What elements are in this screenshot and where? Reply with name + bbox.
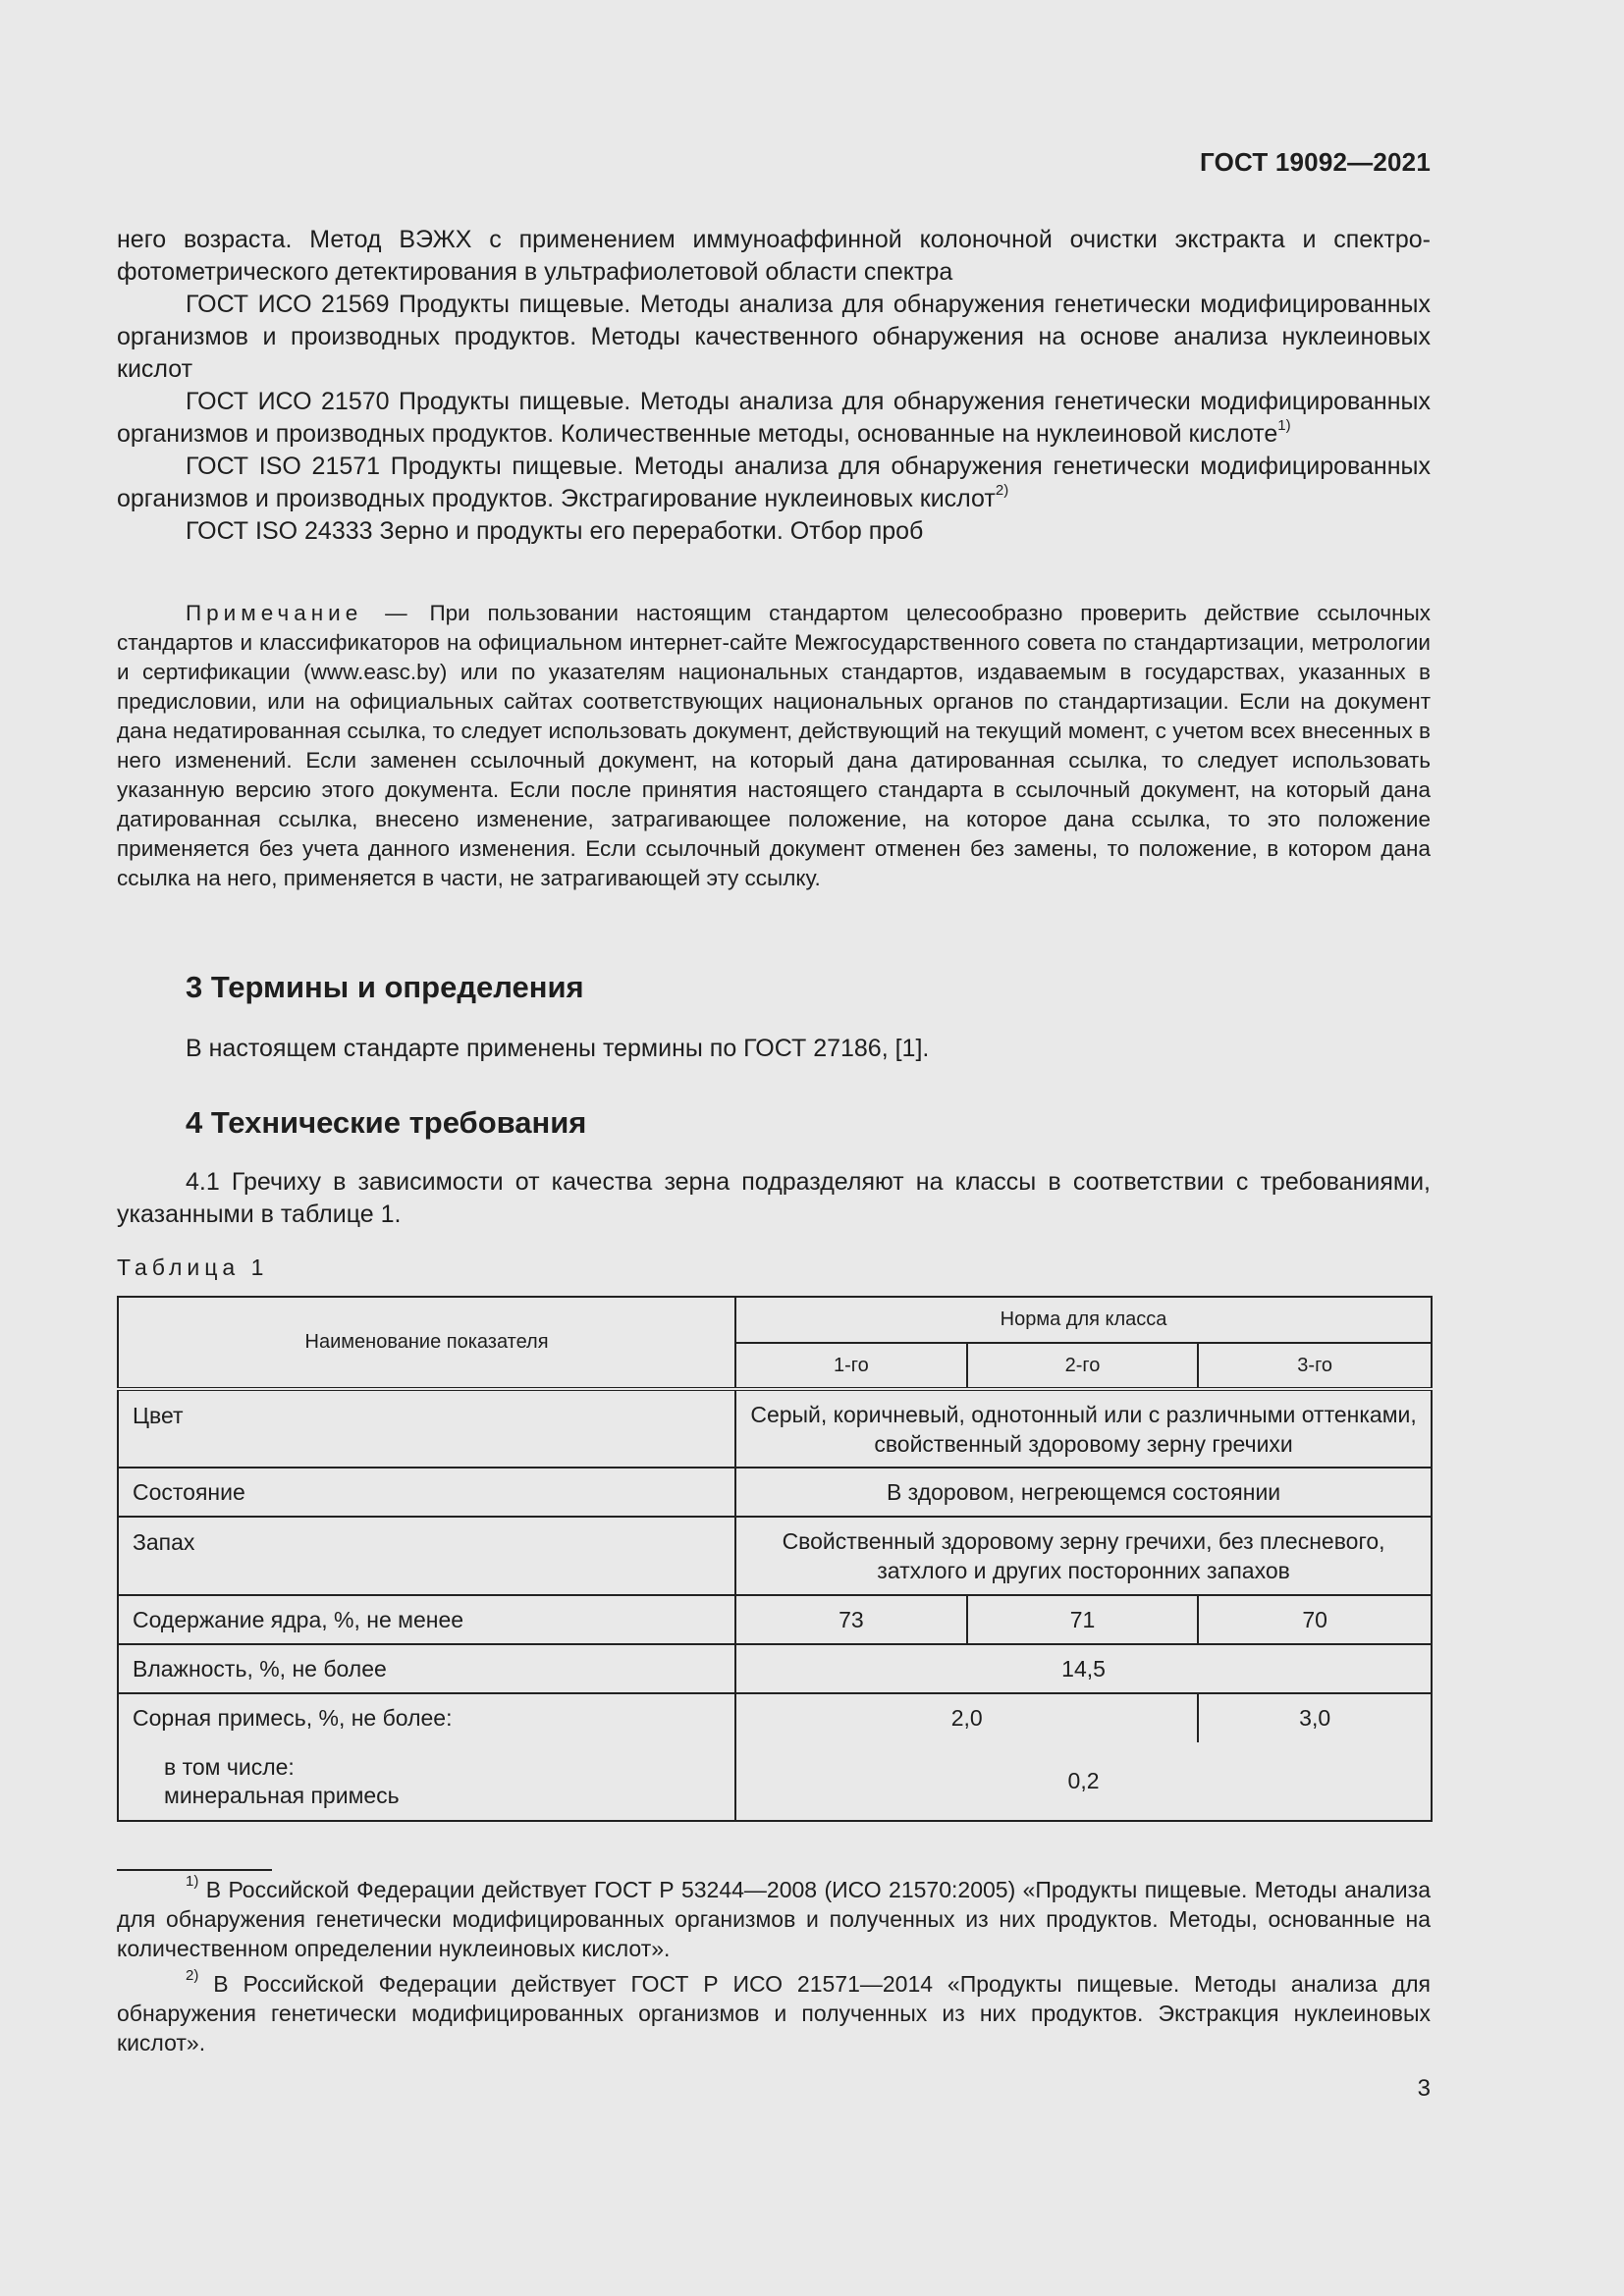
references-block	[117, 224, 1431, 548]
row-value: 14,5	[735, 1644, 1432, 1693]
table-row	[118, 1742, 1432, 1821]
row-value: 70	[1198, 1595, 1432, 1644]
footnotes-block	[117, 1875, 1431, 2057]
footnote-mark: 2)	[186, 1967, 199, 1984]
footnote-mark: 2)	[995, 482, 1009, 499]
incl-label: в том числе:	[164, 1753, 295, 1780]
row-name: Состояние	[118, 1468, 735, 1517]
reference-text: ГОСТ ИСО 21570 Продукты пищевые. Методы анализа для обнаружения генетически модифицированных организмов и производных продуктов. Количественные методы, основанные на нуклеиновой кислоте	[117, 388, 1431, 448]
row-name: Цвет	[118, 1389, 735, 1468]
header-indicator: Наименование показателя	[118, 1297, 735, 1389]
row-value: В здоровом, негреющемся состоянии	[735, 1468, 1432, 1517]
table-header-row	[118, 1297, 1432, 1343]
row-value: 73	[735, 1595, 967, 1644]
footnote	[117, 1875, 1431, 1963]
note-label: Примечание —	[186, 601, 412, 625]
header-class: 2-го	[967, 1343, 1199, 1389]
row-value: 0,2	[735, 1742, 1432, 1821]
section-text: 4.1 Гречиху в зависимости от качества зерна подразделяют на классы в соответствии с требованиями, указанными в таблице 1.	[117, 1168, 1431, 1228]
mineral-label: минеральная примесь	[164, 1782, 400, 1808]
table-row	[118, 1517, 1432, 1595]
reference-item: ГОСТ ISO 24333 Зерно и продукты его переработки. Отбор проб	[186, 517, 924, 545]
row-name: Влажность, %, не более	[118, 1644, 735, 1693]
reference-continuation: него возраста. Метод ВЭЖХ с применением иммуноаффинной колоночной очистки экстракта и спектрофотометрического детектирования в ультрафиолетовой области спектра	[117, 226, 1431, 286]
standard-code-header: ГОСТ 19092—2021	[1200, 147, 1431, 177]
footnote-text: В Российской Федерации действует ГОСТ Р 53244—2008 (ИСО 21570:2005) «Продукты пищевые. Методы анализа для обнаружения генетически модифицированных организмов и полученных из них продуктов. Методы, основанные на количественном определении нуклеиновых кислот».	[117, 1877, 1431, 1961]
section-4-body	[117, 1166, 1431, 1231]
note-text: При пользовании настоящим стандартом целесообразно проверить действие ссылочных стандартов и классификаторов на официальном интернет-сайте Межгосударственного совета по стандартизации, метрологии и сертификации (www.easc.by) или по указателям национальных стандартов, издаваемым в государствах, указанных в предисловии, или на официальных сайтах соответствующих национальных органов по стандартизации. Если на документ дана недатированная ссылка, то следует использовать документ, действующий на текущий момент, с учетом всех внесенных в него изменений. Если заменен ссылочный документ, на который дана датированная ссылка, то следует использовать указанную версию этого документа. Если после принятия настоящего стандарта в ссылочный документ, на который дана датированная ссылка, внесено изменение, затрагивающее положение, на которое дана ссылка, то это положение применяется без учета данного изменения. Если ссылочный документ отменен без замены, то положение, в котором дана ссылка на него, применяется в части, не затрагивающей эту ссылку.	[117, 601, 1431, 890]
page-number: 3	[1417, 2075, 1431, 2102]
table-row	[118, 1389, 1432, 1468]
section-3	[117, 970, 1431, 1005]
row-name: Сорная примесь, %, не более:	[118, 1693, 735, 1742]
header-norm: Норма для класса	[735, 1297, 1432, 1343]
row-name: Запах	[118, 1517, 735, 1595]
footnote-mark: 1)	[1277, 417, 1291, 434]
note-block	[117, 599, 1431, 893]
section-title: 3 Термины и определения	[186, 970, 584, 1004]
table-row	[118, 1644, 1432, 1693]
row-name: Содержание ядра, %, не менее	[118, 1595, 735, 1644]
reference-item	[117, 386, 1431, 451]
table-caption-block	[117, 1255, 1431, 1281]
footnote-text: В Российской Федерации действует ГОСТ Р ИСО 21571—2014 «Продукты пищевые. Методы анализа для обнаружения генетически модифицированных организмов и полученных из них продуктов. Экстракция нуклеиновых кислот».	[117, 1971, 1432, 2056]
requirements-table	[117, 1296, 1433, 1822]
note-paragraph	[117, 599, 1431, 893]
footnote	[117, 1969, 1431, 2057]
row-value: Свойственный здоровому зерну гречихи, без плесневого, затхлого и других посторонних запахов	[735, 1517, 1432, 1595]
row-value: 2,0	[735, 1693, 1198, 1742]
footnote-mark: 1)	[186, 1873, 199, 1890]
section-3-body	[117, 1033, 1431, 1065]
row-name	[118, 1742, 735, 1821]
reference-item	[117, 451, 1431, 515]
section-4	[117, 1105, 1431, 1141]
row-value: 71	[967, 1595, 1199, 1644]
header-class: 1-го	[735, 1343, 967, 1389]
row-value: 3,0	[1198, 1693, 1432, 1742]
table-row	[118, 1595, 1432, 1644]
header-class: 3-го	[1198, 1343, 1432, 1389]
table-caption: Таблица 1	[117, 1255, 269, 1280]
footnote-separator	[117, 1869, 272, 1871]
section-title: 4 Технические требования	[186, 1105, 587, 1140]
reference-text: ГОСТ ISO 21571 Продукты пищевые. Методы анализа для обнаружения генетически модифицированных организмов и производных продуктов. Экстрагирование нуклеиновых кислот	[117, 453, 1431, 512]
table-row	[118, 1693, 1432, 1742]
row-value: Серый, коричневый, однотонный или с различными оттенками, свойственный здоровому зерну гречихи	[735, 1389, 1432, 1468]
reference-item: ГОСТ ИСО 21569 Продукты пищевые. Методы анализа для обнаружения генетически модифицированных организмов и производных продуктов. Методы качественного обнаружения на основе анализа нуклеиновых кислот	[117, 291, 1431, 383]
table-row	[118, 1468, 1432, 1517]
section-text: В настоящем стандарте применены термины по ГОСТ 27186, [1].	[186, 1035, 930, 1062]
